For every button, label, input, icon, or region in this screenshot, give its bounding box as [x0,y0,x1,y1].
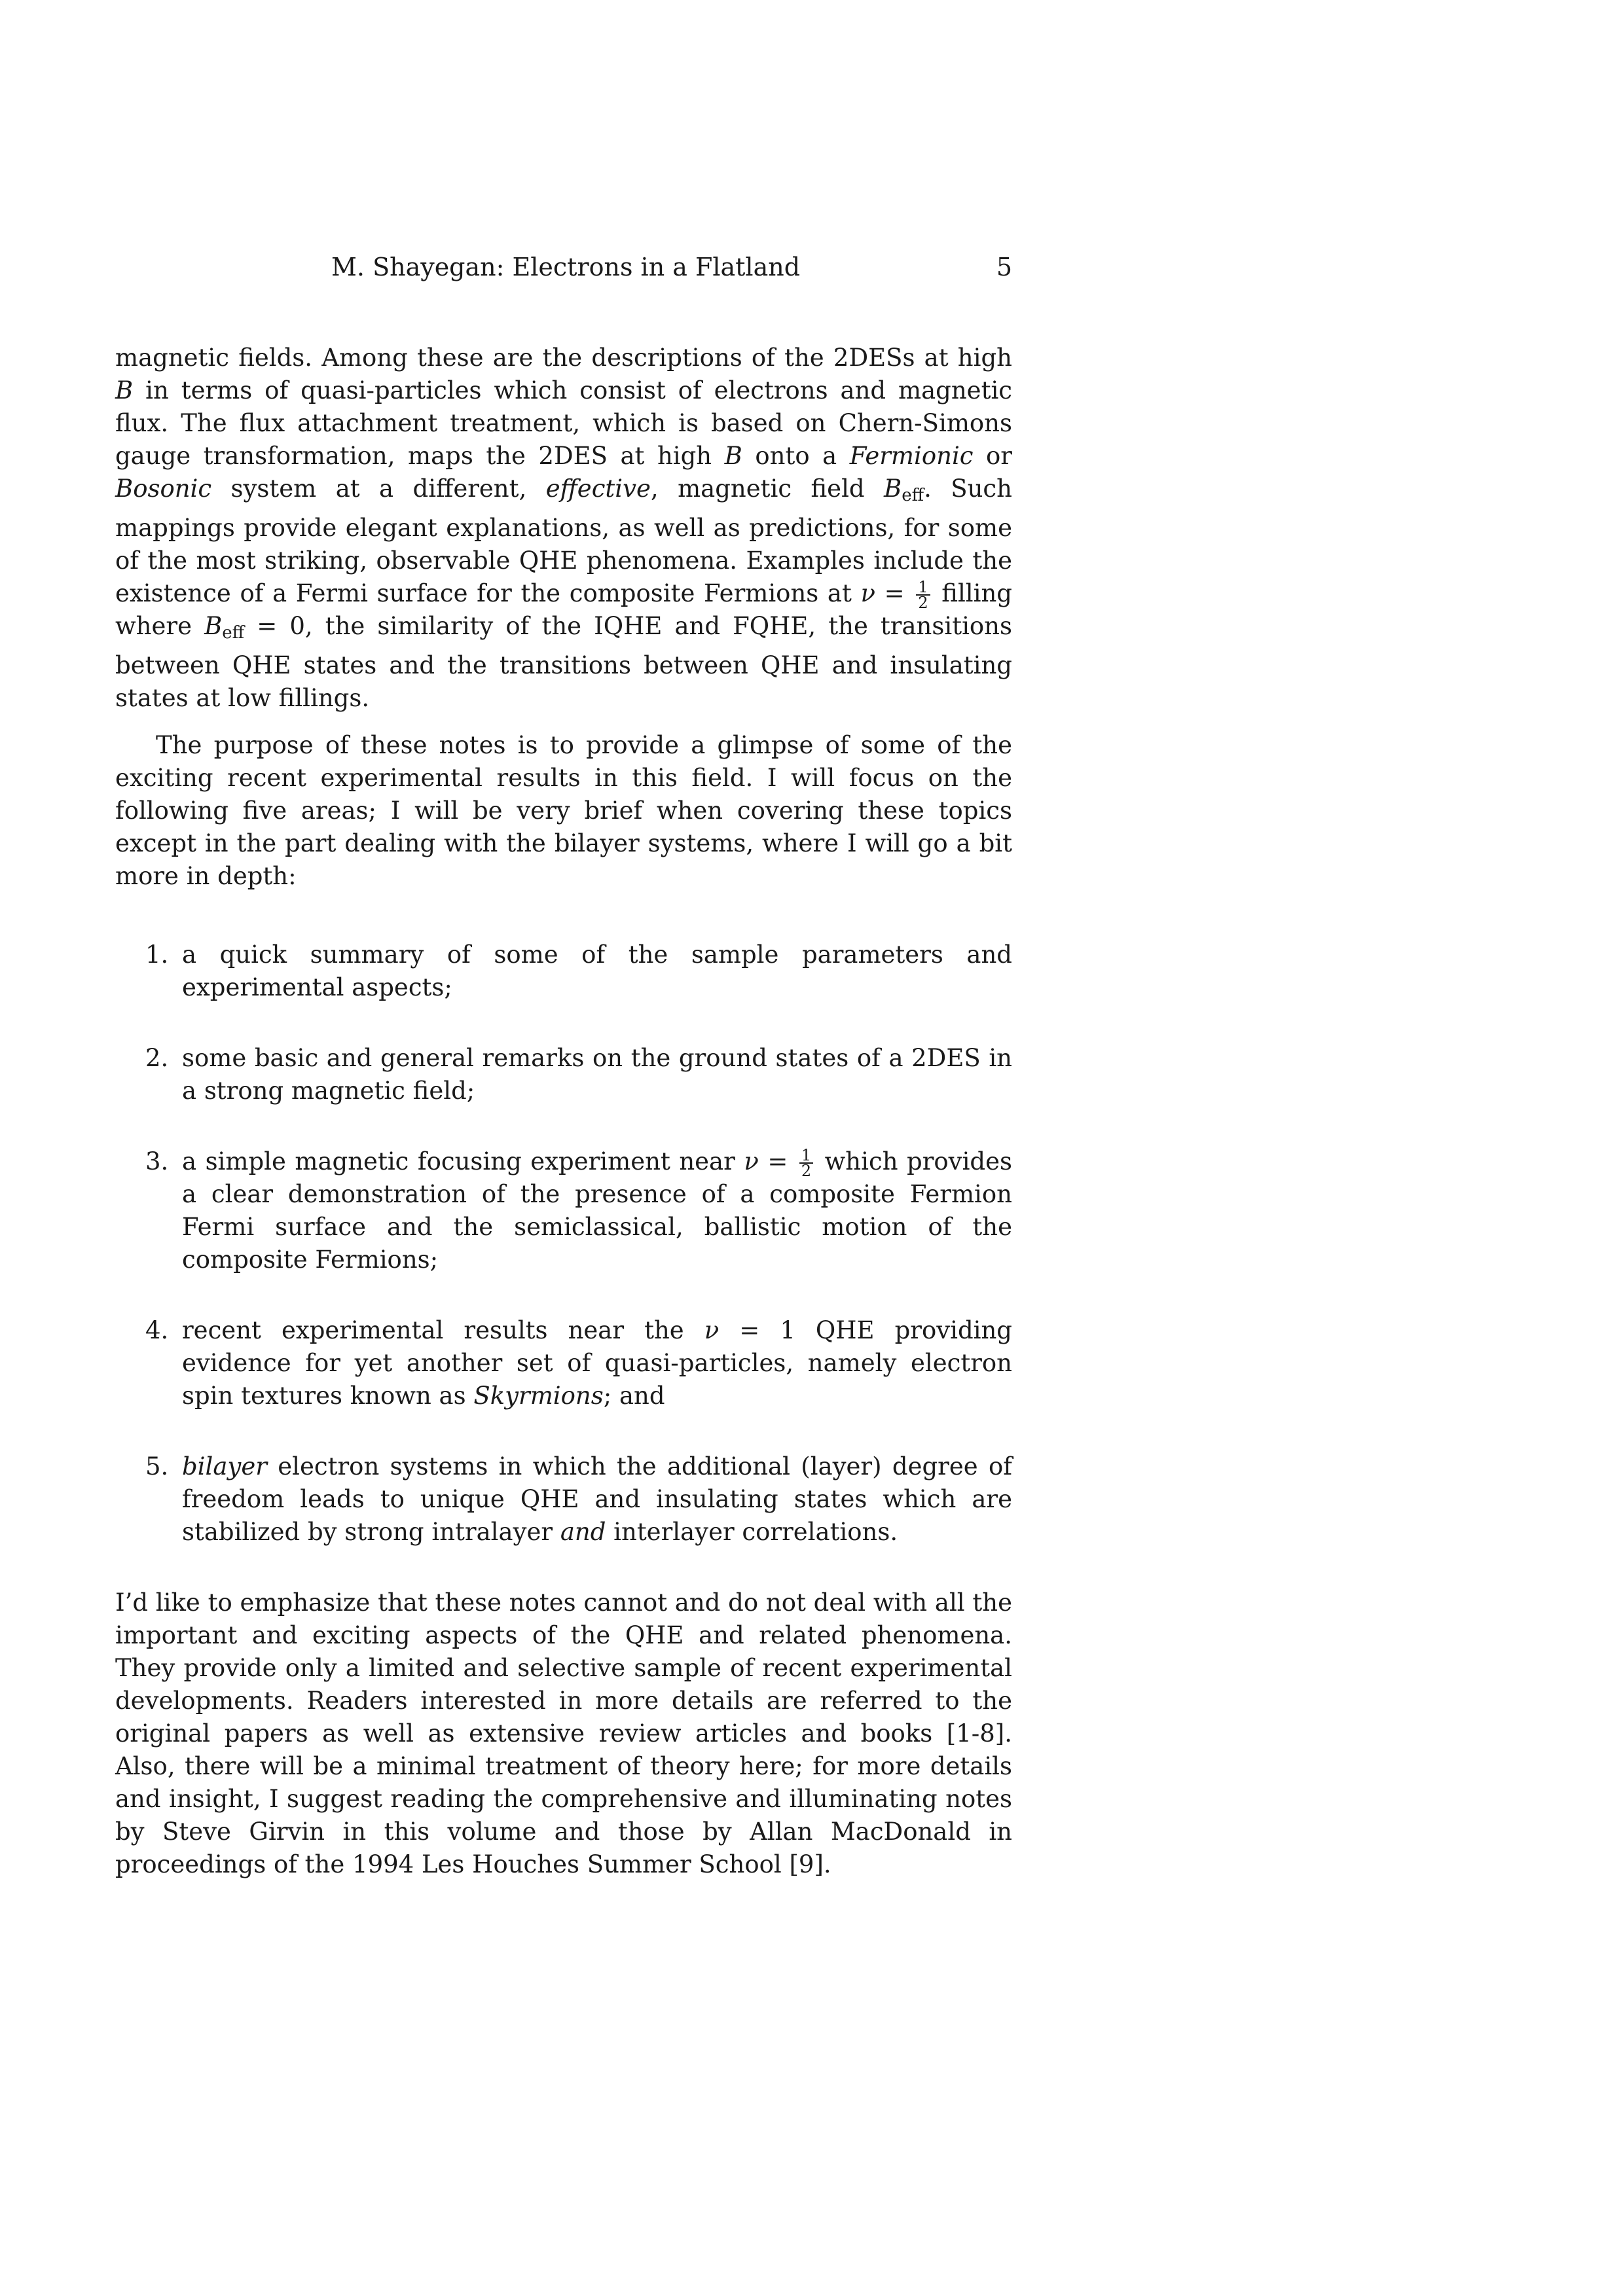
topic-list [115,939,1012,1549]
list-item-number: 3. [145,1147,169,1175]
paragraph-3: I’d like to emphasize that these notes cannot and do not deal with all the important and exciting aspects of the QHE and related phenomena. They provide only a limited and selective sample of recent experimental developments. Readers interested in more details are referred to the original papers as well as extensive review articles and books [1-8]. Also, there will be a minimal treatment of theory here; for more details and insight, I suggest reading the comprehensive and illuminating notes by Steve Girvin in this volume and those by Allan MacDonald in proceedings of the 1994 Les Houches Summer School [9]. [115,1588,1012,1878]
list-item: 4. recent experimental results near the ν = 1 QHE providing evidence for yet another set of quasi-particles, namely electron spin textures known as Skyrmions; and [115,1314,1012,1412]
fraction-one-half: $\frac{1}{2}$ [799,1148,813,1178]
list-item: 2. some basic and general remarks on the ground states of a 2DES in a strong magnetic field; [115,1042,1012,1107]
page-number: 5 [996,253,1012,281]
body-text [115,342,1012,1881]
paragraph-2: The purpose of these notes is to provide a glimpse of some of the exciting recent experimental results in this field. I will focus on the following five areas; I will be very brief when covering these topics except in the part dealing with the bilayer systems, where I will go a bit more in depth: [115,731,1012,890]
term-bilayer: bilayer [182,1452,267,1480]
fraction-one-half: $\frac{1}{2}$ [916,580,930,610]
term-effective: effective [545,475,651,503]
paragraph-1: magnetic fields. Among these are the descriptions of the 2DESs at high B in terms of quasi-particles which consist of electrons and magnetic flux. The flux attachment treatment, which is based on Chern-Simons gauge transformation, maps the 2DES at high B onto a Fermionic or Bosonic system at a different, effective, magnetic field $B_{eff}$. Such mappings provide elegant explanations, as well as predictions, for some of the most striking, observable QHE phenomena. Examples include the existence of a Fermi surface for the composite Fermions at ν = $\frac{1}{2}$ filling where $B_{eff} = 0$, the similarity of the IQHE and FQHE, the transitions between QHE states and the transitions between QHE and insulating states at low fillings. [115,344,1012,712]
term-bosonic: Bosonic [115,475,212,503]
list-item: 1. a quick summary of some of the sample parameters and experimental aspects; [115,939,1012,1004]
list-item: 5. bilayer electron systems in which the additional (layer) degree of freedom leads to unique QHE and insulating states which are stabilized by strong intralayer and interlayer correlations. [115,1450,1012,1549]
list-item-number: 2. [145,1044,169,1072]
list-item-number: 5. [145,1452,169,1480]
list-item-number: 4. [145,1316,169,1344]
term-fermionic: Fermionic [849,442,974,470]
term-skyrmions: Skyrmions [473,1382,604,1410]
running-header [115,247,1012,287]
list-item: 3. a simple magnetic focusing experiment near ν = $\frac{1}{2}$ which provides a clear demonstration of the presence of a composite Fermion Fermi surface and the semiclassical, ballistic motion of the composite Fermions; [145,1146,1012,1274]
list-item-number: 1. [145,941,169,969]
running-title: M. Shayegan: Electrons in a Flatland [331,253,801,281]
